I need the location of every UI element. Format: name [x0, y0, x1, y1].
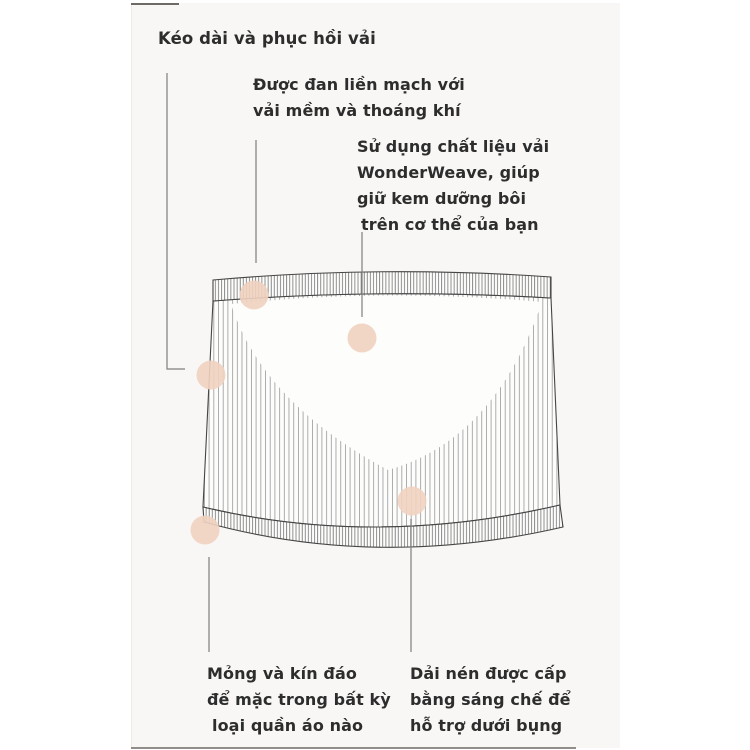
- annotation-line: để mặc trong bất kỳ: [207, 690, 391, 709]
- annotation-thin: [207, 661, 391, 739]
- annotation-line: Kéo dài và phục hồi vải: [158, 29, 376, 48]
- annotation-seamless: [253, 72, 465, 124]
- annotation-stretch: [158, 27, 376, 51]
- annotation-line: bằng sáng chế để: [410, 690, 571, 709]
- callout-dot-seamless: [240, 281, 269, 310]
- annotation-line: Mỏng và kín đáo: [207, 664, 357, 683]
- annotation-line: hỗ trợ dưới bụng: [410, 716, 563, 735]
- annotation-line: giữ kem dưỡng bôi: [357, 189, 527, 208]
- callout-dot-compression: [398, 487, 427, 516]
- callout-dot-thin: [191, 516, 220, 545]
- annotation-line: Dải nén được cấp: [410, 664, 567, 683]
- annotation-compression: [410, 661, 571, 739]
- callout-dot-stretch: [197, 361, 226, 390]
- callout-line-stretch: [167, 73, 185, 369]
- annotation-line: Sử dụng chất liệu vải: [357, 137, 550, 156]
- annotation-line: Được đan liền mạch với: [253, 75, 465, 94]
- annotation-line: vải mềm và thoáng khí: [253, 101, 461, 120]
- annotation-line: WonderWeave, giúp: [357, 163, 540, 182]
- annotation-wonderweave: [357, 134, 549, 238]
- callout-dot-wonderweave: [348, 324, 377, 353]
- annotation-line: loại quần áo nào: [212, 716, 364, 735]
- annotation-line: trên cơ thể của bạn: [361, 215, 539, 234]
